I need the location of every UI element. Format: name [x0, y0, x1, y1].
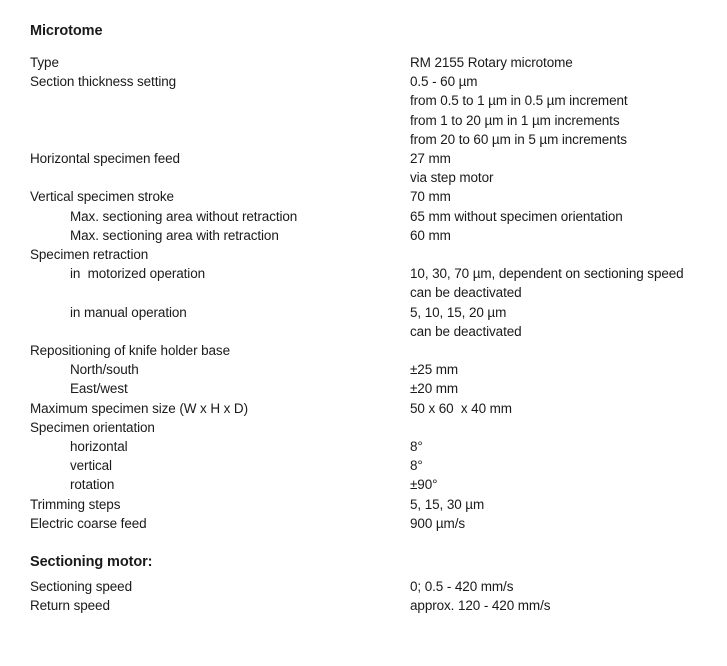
spec-row-sectioning-speed — [30, 577, 709, 596]
section-heading-microtome: Microtome — [30, 23, 103, 39]
spec-label: Sectioning speed — [30, 579, 132, 595]
spec-row-thickness-increment-3 — [30, 130, 709, 149]
spec-value: from 1 to 20 µm in 1 µm increments — [410, 112, 620, 128]
spec-label: Return speed — [30, 598, 110, 614]
spec-value: from 20 to 60 µm in 5 µm increments — [410, 131, 627, 147]
spec-row-east-west — [30, 379, 709, 398]
section-microtome-rows — [30, 53, 709, 533]
spec-label: Maximum specimen size (W x H x D) — [30, 400, 248, 416]
spec-row-manual-deactivate — [30, 322, 709, 341]
spec-row-thickness-increment-2 — [30, 111, 709, 130]
spec-value: ±90° — [410, 477, 438, 493]
spec-value: 70 mm — [410, 189, 451, 205]
spec-row-north-south — [30, 360, 709, 379]
section-sectioning-motor-rows — [30, 577, 709, 615]
spec-row-vertical-stroke — [30, 187, 709, 206]
spec-value: can be deactivated — [410, 323, 522, 339]
spec-value: 5, 15, 30 µm — [410, 496, 485, 512]
spec-row-trimming-steps — [30, 495, 709, 514]
spec-row-knife-holder-repositioning — [30, 341, 709, 360]
spec-label: Section thickness setting — [30, 74, 177, 90]
spec-row-specimen-retraction — [30, 245, 709, 264]
spec-value: 8° — [410, 439, 423, 455]
spec-value: 0; 0.5 - 420 mm/s — [410, 579, 514, 595]
spec-label: Trimming steps — [30, 496, 121, 512]
spec-label: rotation — [70, 477, 115, 493]
spec-value: ±20 mm — [410, 381, 459, 397]
spec-value: RM 2155 Rotary microtome — [410, 55, 573, 70]
spec-value: 60 mm — [410, 227, 451, 243]
section-heading-sectioning-motor: Sectioning motor: — [30, 554, 153, 571]
spec-label: Repositioning of knife holder base — [30, 343, 230, 359]
spec-label: East/west — [70, 381, 128, 397]
spec-label: Max. sectioning area with retraction — [70, 227, 279, 243]
spec-value: 65 mm without specimen orientation — [410, 208, 623, 224]
spec-value: 10, 30, 70 µm, dependent on sectioning speed — [410, 266, 684, 282]
spec-value: 27 mm — [410, 151, 451, 167]
spec-label: Specimen orientation — [30, 419, 155, 435]
spec-value: ±25 mm — [410, 362, 459, 378]
spec-value: 5, 10, 15, 20 µm — [410, 304, 507, 320]
spec-row-step-motor — [30, 168, 709, 187]
spec-value: 50 x 60 x 40 mm — [410, 400, 512, 416]
spec-row-orientation-horizontal — [30, 437, 709, 456]
spec-value: from 0.5 to 1 µm in 0.5 µm increment — [410, 93, 628, 109]
spec-label: in motorized operation — [70, 266, 206, 282]
spec-value: can be deactivated — [410, 285, 522, 301]
spec-value: 0.5 - 60 µm — [410, 74, 478, 90]
spec-row-motorized-deactivate — [30, 283, 709, 302]
spec-value: 900 µm/s — [410, 515, 465, 531]
spec-row-electric-coarse-feed — [30, 514, 709, 533]
spec-row-orientation-vertical — [30, 456, 709, 475]
spec-row-motorized-operation — [30, 264, 709, 283]
spec-label: horizontal — [70, 439, 128, 455]
spec-label: Electric coarse feed — [30, 515, 147, 531]
spec-row-thickness-increment-1 — [30, 91, 709, 110]
spec-row-return-speed — [30, 596, 709, 615]
spec-row-area-without-retraction — [30, 207, 709, 226]
spec-row-area-with-retraction — [30, 226, 709, 245]
spec-value: via step motor — [410, 170, 494, 186]
spec-row-horizontal-feed — [30, 149, 709, 168]
spec-label: Specimen retraction — [30, 247, 149, 263]
spec-row-manual-operation — [30, 303, 709, 322]
spec-value: approx. 120 - 420 mm/s — [410, 598, 551, 614]
spec-label: Max. sectioning area without retraction — [70, 208, 298, 224]
spec-label: vertical — [70, 458, 112, 474]
spec-label: North/south — [70, 362, 139, 378]
spec-row-type — [30, 53, 709, 72]
spec-label: Type — [30, 55, 59, 70]
spec-row-specimen-orientation — [30, 418, 709, 437]
spec-label: in manual operation — [70, 304, 187, 320]
spec-value: 8° — [410, 458, 423, 474]
spec-row-orientation-rotation — [30, 475, 709, 494]
spec-label: Vertical specimen stroke — [30, 189, 174, 205]
spec-row-max-specimen-size — [30, 399, 709, 418]
spec-row-section-thickness — [30, 72, 709, 91]
spec-label: Horizontal specimen feed — [30, 151, 180, 167]
